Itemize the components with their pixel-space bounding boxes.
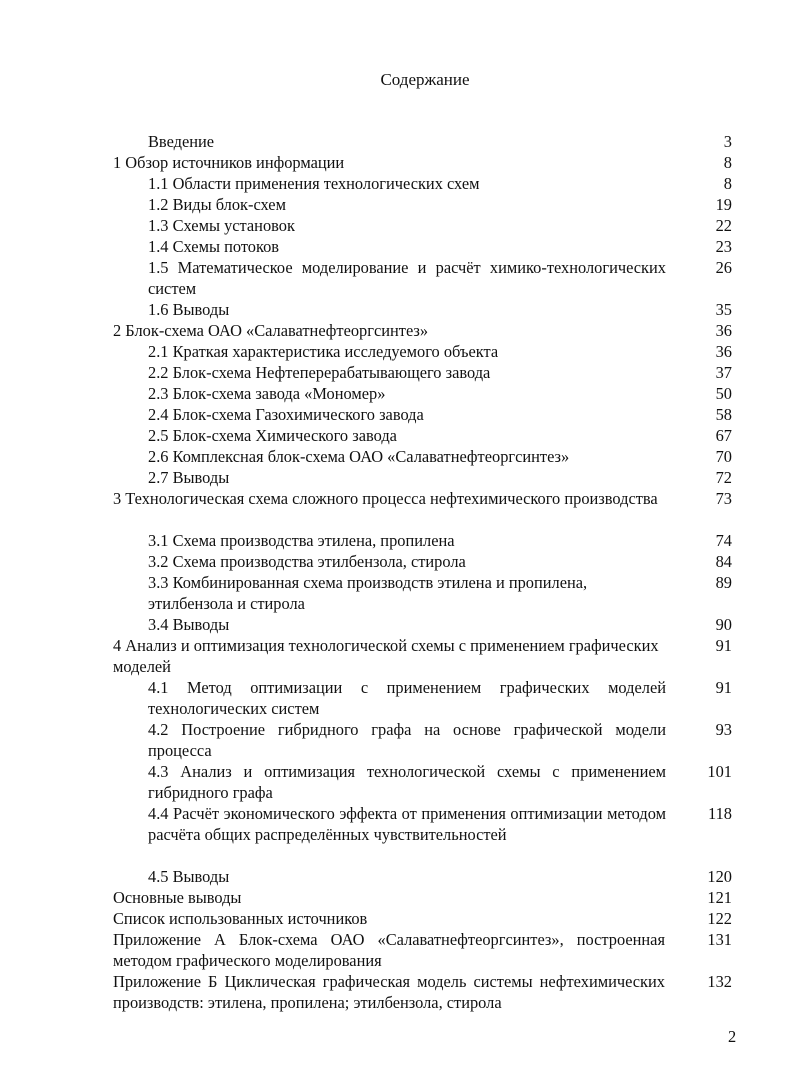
toc-entry[interactable] (0, 362, 794, 383)
toc-entry-text: Список использованных источников (113, 909, 368, 928)
toc-entry[interactable] (0, 446, 794, 467)
toc-entry-text: 4.2 Построение гибридного графа на основе графической модели процесса (148, 720, 666, 761)
toc-entry[interactable] (0, 887, 794, 908)
toc-entry-text: 1.1 Области применения технологических схем (148, 174, 480, 193)
toc-entry-page: 58 (715, 405, 732, 424)
toc-entry[interactable] (0, 551, 794, 572)
toc-entry-page: 118 (708, 804, 732, 823)
toc-entry-text: Приложение А Блок-схема ОАО «Салаватнефтеоргсинтез», построенная методом графического моделирования (113, 930, 665, 971)
toc-entry-page: 93 (715, 720, 732, 739)
toc-entry-text: Введение (148, 132, 215, 151)
toc-entry[interactable] (0, 614, 794, 635)
toc-entry-page: 19 (715, 195, 732, 214)
toc-entry-text: 3 Технологическая схема сложного процесса нефтехимического производства (113, 489, 658, 508)
toc-entry[interactable] (0, 467, 794, 488)
toc-entry[interactable] (0, 341, 794, 362)
toc-entry-text: 1.3 Схемы установок (148, 216, 295, 235)
toc-entry-page: 8 (723, 153, 732, 172)
toc-entry[interactable] (0, 677, 794, 719)
toc-entry-text: 1.6 Выводы (148, 300, 230, 319)
toc-entry-text: 2.7 Выводы (148, 468, 230, 487)
toc-entry-page: 120 (707, 867, 732, 886)
toc-entry[interactable] (0, 131, 794, 152)
toc-entry-text: 4.5 Выводы (148, 867, 230, 886)
toc-entry-page: 131 (707, 930, 732, 949)
toc-entry[interactable] (0, 236, 794, 257)
toc-entry-page: 74 (715, 531, 732, 550)
toc-entry[interactable] (0, 404, 794, 425)
toc-entry-text: 1.5 Математическое моделирование и расчёт химико-технологических систем (148, 258, 666, 299)
toc-entry-page: 121 (707, 888, 732, 907)
toc-entry-text: 3.3 Комбинированная схема производств этилена и пропилена, этилбензола и стирола (148, 573, 588, 614)
toc-entry[interactable] (0, 383, 794, 404)
toc-entry-text: 2.6 Комплексная блок-схема ОАО «Салаватнефтеоргсинтез» (148, 447, 570, 466)
toc-entry[interactable] (0, 719, 794, 761)
toc-entry-page: 8 (723, 174, 732, 193)
toc-entry-page: 101 (707, 762, 732, 781)
toc-entry-page: 37 (715, 363, 732, 382)
toc-entry-text: 4.3 Анализ и оптимизация технологической схемы с применением гибридного графа (148, 762, 666, 803)
page-number: 2 (728, 1027, 737, 1046)
toc-entry-page: 50 (715, 384, 732, 403)
toc-entry-text: 2.2 Блок-схема Нефтеперерабатывающего завода (148, 363, 491, 382)
toc-entry[interactable] (0, 803, 794, 866)
toc-entry[interactable] (0, 173, 794, 194)
toc-entry[interactable] (0, 908, 794, 929)
toc-entry[interactable] (0, 152, 794, 173)
toc-entry-page: 72 (715, 468, 732, 487)
toc-entry-page: 132 (707, 972, 732, 991)
toc-entry[interactable] (0, 866, 794, 887)
toc-entry-page: 122 (707, 909, 732, 928)
toc-entry-text: 1.2 Виды блок-схем (148, 195, 286, 214)
toc-entry[interactable] (0, 971, 794, 1013)
toc-entry[interactable] (0, 299, 794, 320)
toc-entry-text: 3.4 Выводы (148, 615, 230, 634)
toc-entry-text: Приложение Б Циклическая графическая модель системы нефтехимических производств: этилена, пропилена; этилбензола, стирола (113, 972, 665, 1013)
toc-entry-text: 4 Анализ и оптимизация технологической схемы с применением графических моделей (113, 636, 659, 677)
toc-entry-page: 36 (715, 321, 732, 340)
toc-entry[interactable] (0, 761, 794, 803)
toc-entry-text: 4.4 Расчёт экономического эффекта от применения оптимизации методом расчёта общих распределённых чувствительностей (148, 804, 666, 845)
toc-entry-page: 89 (715, 573, 732, 592)
table-of-contents (0, 131, 794, 1013)
toc-entry-page: 90 (715, 615, 732, 634)
toc-entry-page: 84 (715, 552, 732, 571)
toc-entry-text: 2.4 Блок-схема Газохимического завода (148, 405, 424, 424)
toc-entry-page: 22 (715, 216, 732, 235)
toc-entry-page: 3 (723, 132, 732, 151)
toc-entry-text: 2.1 Краткая характеристика исследуемого объекта (148, 342, 499, 361)
toc-entry-text: 3.2 Схема производства этилбензола, стирола (148, 552, 466, 571)
toc-entry-page: 67 (715, 426, 732, 445)
toc-entry[interactable] (0, 488, 794, 530)
toc-entry-text: 1.4 Схемы потоков (148, 237, 280, 256)
toc-entry[interactable] (0, 257, 794, 299)
toc-entry-text: 2.3 Блок-схема завода «Мономер» (148, 384, 386, 403)
toc-entry-text: 4.1 Метод оптимизации с применением графических моделей технологических систем (148, 678, 666, 719)
toc-entry-text: 3.1 Схема производства этилена, пропилена (148, 531, 455, 550)
toc-entry-text: Основные выводы (113, 888, 242, 907)
toc-entry-page: 73 (715, 489, 732, 508)
toc-entry[interactable] (0, 572, 794, 614)
toc-entry[interactable] (0, 635, 794, 677)
toc-entry-page: 23 (715, 237, 732, 256)
toc-entry-text: 1 Обзор источников информации (113, 153, 345, 172)
toc-entry-page: 36 (715, 342, 732, 361)
toc-entry-page: 70 (715, 447, 732, 466)
toc-entry-page: 35 (715, 300, 732, 319)
toc-entry-text: 2.5 Блок-схема Химического завода (148, 426, 397, 445)
toc-entry[interactable] (0, 530, 794, 551)
toc-entry-page: 91 (715, 678, 732, 697)
toc-entry[interactable] (0, 425, 794, 446)
toc-entry[interactable] (0, 929, 794, 971)
toc-entry[interactable] (0, 215, 794, 236)
toc-entry-page: 26 (715, 258, 732, 277)
toc-entry[interactable] (0, 320, 794, 341)
toc-entry-page: 91 (715, 636, 732, 655)
page-title: Содержание (380, 70, 470, 89)
toc-entry[interactable] (0, 194, 794, 215)
toc-entry-text: 2 Блок-схема ОАО «Салаватнефтеоргсинтез» (113, 321, 429, 340)
